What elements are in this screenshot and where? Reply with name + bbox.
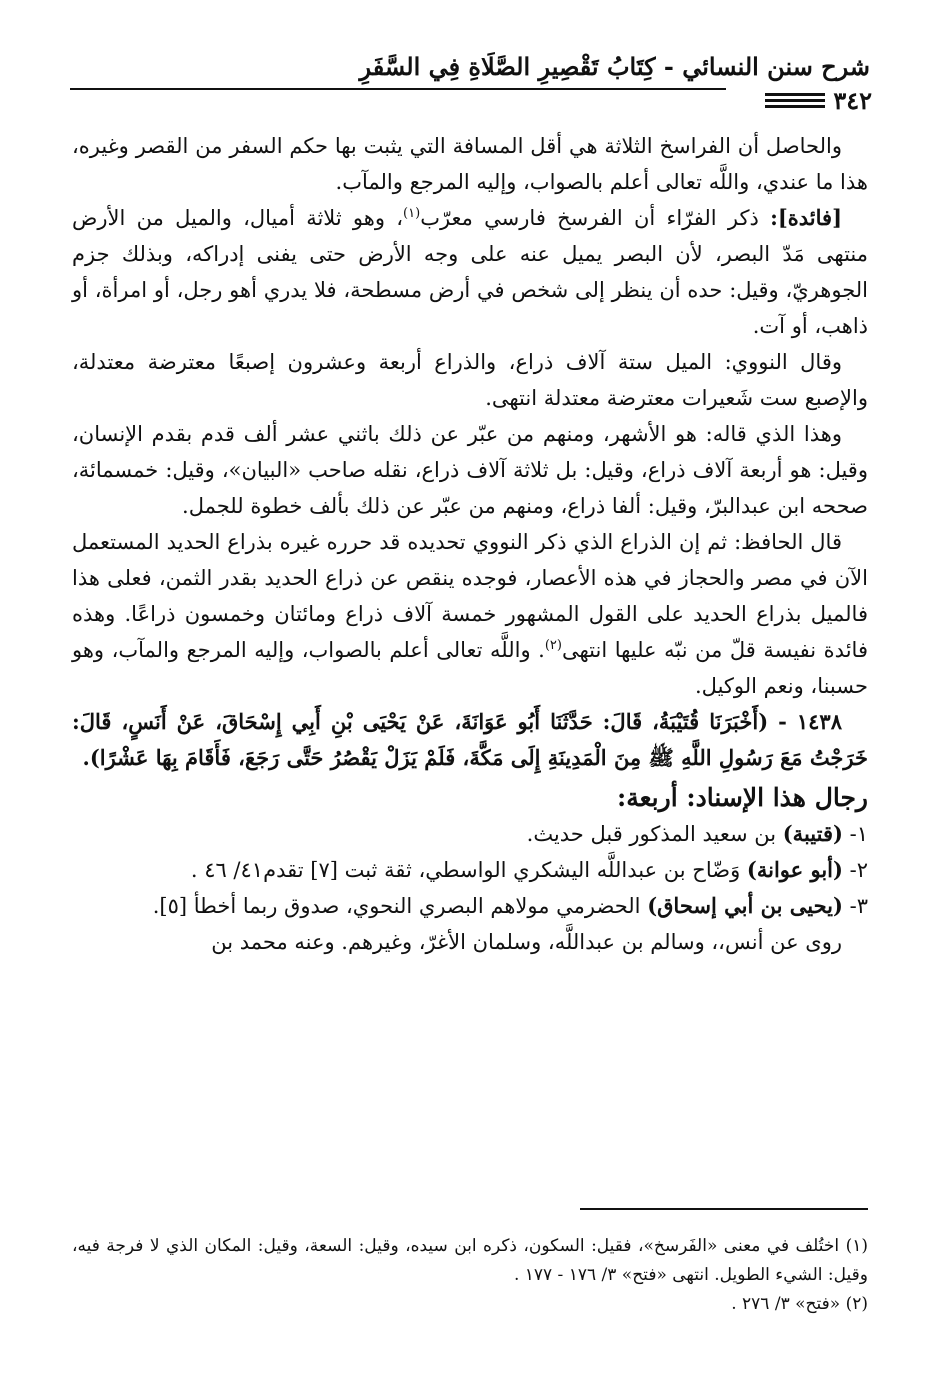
narrator-number: ١- <box>842 822 868 846</box>
paragraph-benefit <box>72 200 868 344</box>
paragraph-hafiz <box>72 524 868 704</box>
benefit-label: [فائدة]: <box>770 205 843 230</box>
narrator-item <box>72 816 868 852</box>
benefit-text-a: ذكر الفرّاء أن الفرسخ فارسي معرّب <box>420 206 771 230</box>
narrator-name: (أبو عوانة) <box>746 857 843 882</box>
narrator-description: الحضرمي مولاهم البصري النحوي، صدوق ربما أخطأ [٥]. <box>152 894 648 918</box>
footnote-ref-1[interactable]: (١) <box>403 206 421 221</box>
hadith-text: ١٤٣٨ - (أَخْبَرَنَا قُتَيْبَةُ، قَالَ: حَدَّثَنَا أَبُو عَوَانَةَ، عَنْ يَحْيَى بْنِ أَبِي إِسْحَاقَ، عَنْ أَنَسٍ، قَالَ: خَرَجْتُ مَعَ رَسُولِ اللَّهِ ﷺ مِنَ الْمَدِينَةِ إِلَى مَكَّةَ، فَلَمْ يَزَلْ يَقْصُرُ حَتَّى رَجَعَ، فَأَقَامَ بِهَا عَشْرًا). <box>72 709 868 770</box>
paragraph-conclusion: والحاصل أن الفراسخ الثلاثة هي أقل المسافة التي يثبت بها حكم السفر من القصر وغيره، هذا ما عندي، واللَّه تعالى أعلم بالصواب، وإليه المرجع والمآب. <box>72 134 868 194</box>
footnote-1: (١) اختُلف في معنى «الفَرسخ»، فقيل: السكون، ذكره ابن سيده، وقيل: السعة، وقيل: المكان الذي لا فرجة فيه، وقيل: الشيء الطويل. انتهى «فتح» ٣/ ١٧٦ - ١٧٧ . <box>72 1236 868 1285</box>
narrator-description: وَضّاح بن عبداللَّه اليشكري الواسطي، ثقة ثبت [٧] تقدم٤١/ ٤٦ . <box>190 858 747 882</box>
narrator-number: ٣- <box>842 894 868 918</box>
narrator-item <box>72 888 868 924</box>
page-number-block <box>726 86 878 114</box>
section-heading: رجال هذا الإسناد: أربعة: <box>616 783 868 812</box>
narrator-item <box>72 852 868 888</box>
hafiz-text-b: . واللَّه تعالى أعلم بالصواب، وإليه المرجع والمآب، وهو حسبنا، ونعم الوكيل. <box>72 638 868 698</box>
narrator-name: (يحيى بن أبي إسحاق) <box>647 893 843 918</box>
running-header-title: شرح سنن النسائي - كِتَابُ تَقْصِيرِ الصَّلَاةِ فِي السَّفَرِ <box>359 52 870 81</box>
paragraph-nawawi: وقال النووي: الميل ستة آلاف ذراع، والذراع أربعة وعشرون إصبعًا معترضة معتدلة، والإصبع ست شَعيرات معترضة معتدلة انتهى. <box>72 350 868 410</box>
paragraph-opinions: وهذا الذي قاله: هو الأشهر، ومنهم من عبّر عن ذلك باثني عشر ألف قدم بقدم الإنسان، وقيل: هو أربعة آلاف ذراع، وقيل: بل ثلاثة آلاف ذراع، نقله صاحب «البيان»، وقيل: خمسمائة، صححه ابن عبدالبرّ، وقيل: ألفا ذراع، ومنهم من عبّر عن ذلك بألف خطوة للجمل. <box>72 422 868 518</box>
narrator-description: بن سعيد المذكور قبل حديث. <box>526 822 783 846</box>
paragraph-narrators-continued: روى عن أنس،، وسالم بن عبداللَّه، وسلمان الأغرّ، وغيرهم. وعنه محمد بن <box>211 930 842 954</box>
main-text <box>72 128 868 960</box>
narrator-number: ٢- <box>842 858 868 882</box>
footnotes <box>72 1232 868 1319</box>
hafiz-text-a: قال الحافظ: ثم إن الذراع الذي ذكر النووي تحديده قد حرره غيره بذراع الحديد المستعمل الآن في مصر والحجاز في هذه الأعصار، فوجده ينقص عن ذراع الحديد بقدر الثمن، فعلى هذا فالميل بذراع الحديد على القول المشهور خمسة آلاف ذراع ومائتان وخمسون ذراعًا. وهذه فائدة نفيسة قلّ من نبّه عليها انتهى <box>72 530 868 662</box>
footnote-ref-2[interactable]: (٢) <box>544 638 562 653</box>
page-number: ٣٤٢ <box>833 85 872 115</box>
narrator-name: (قتيبة) <box>782 821 843 846</box>
footnote-separator <box>580 1208 868 1210</box>
benefit-text-b: ، وهو ثلاثة أميال، والميل من الأرض منتهى مَدّ البصر، لأن البصر يميل عنه على وجه الأرض حتى يفنى إدراكه، وبذلك جزم الجوهريّ، وقيل: حده أن ينظر إلى شخص في أرض مسطحة، فلا يدري أهو رجل، أو امرأة، أو ذاهب، أو آت. <box>72 206 868 338</box>
page-number-ornament <box>765 90 825 111</box>
footnote-2: (٢) «فتح» ٣/ ٢٧٦ . <box>731 1294 868 1314</box>
